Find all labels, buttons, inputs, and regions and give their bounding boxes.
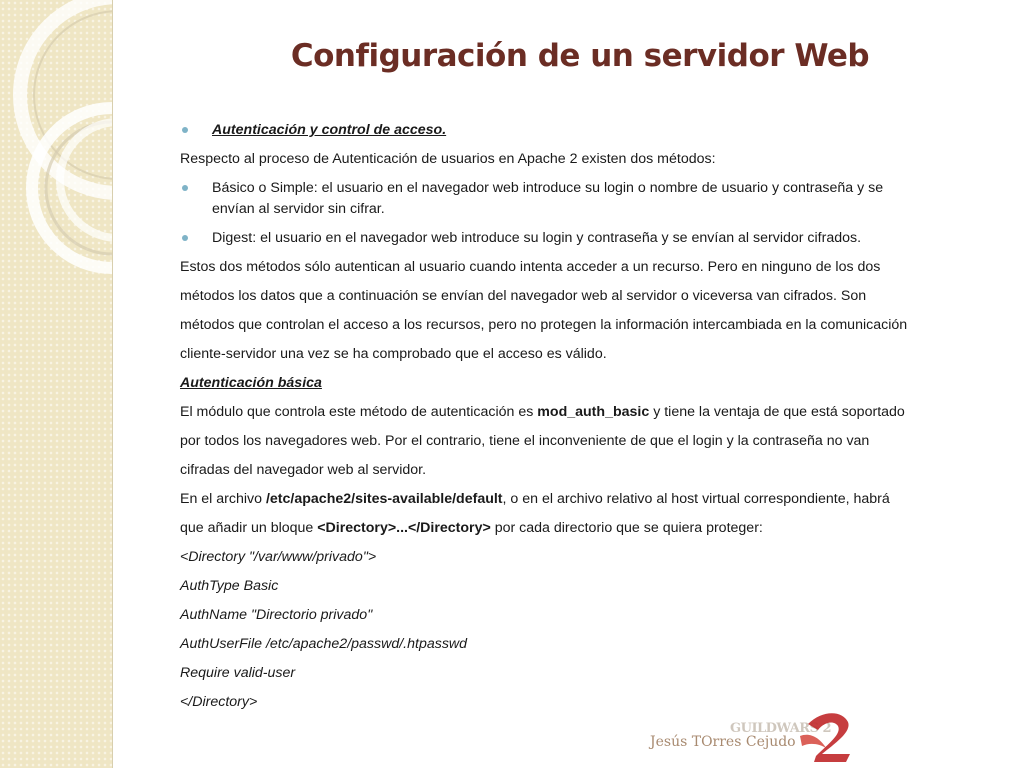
file-path: /etc/apache2/sites-available/default (265, 491, 503, 507)
page-title: Configuración de un servidor Web (290, 38, 870, 74)
text-segment: , o en el archivo relativo al host virtual correspondiente, habrá (502, 491, 890, 507)
code-line: AuthName "Directorio privado" (180, 607, 373, 623)
text-segment: por cada directorio que se quiera proteger: (490, 520, 763, 536)
text-segment: En el archivo (180, 491, 266, 507)
intro-text: Respecto al proceso de Autenticación de usuarios en Apache 2 existen dos métodos: (180, 151, 716, 167)
decorative-sidebar (0, 0, 113, 768)
footer-author: Jesús TOrres Cejudo (650, 734, 796, 750)
paragraph-line: cliente-servidor una vez se ha comprobado que el acceso es válido. (180, 346, 607, 362)
paragraph-line (180, 514, 995, 543)
list-item (180, 174, 995, 224)
paragraph-line: Estos dos métodos sólo autentican al usuario cuando intenta acceder a un recurso. Pero en ninguno de los dos (180, 259, 881, 275)
section-heading: Autenticación y control de acceso. (212, 122, 447, 138)
bullet-text: Digest: el usuario en el navegador web introduce su login y contraseña y se envían al servidor cifrados. (212, 230, 862, 246)
bullet-icon (182, 127, 188, 133)
code-line: AuthType Basic (180, 578, 279, 594)
code-line: <Directory "/var/www/privado"> (180, 549, 377, 565)
slide-content (180, 116, 995, 717)
directory-block: <Directory>...</Directory> (317, 520, 491, 536)
paragraph-line: cifradas del navegador web al servidor. (180, 462, 427, 478)
paragraph-line: métodos los datos que a continuación se envían del navegador web al servidor o viceversa van cifrados. Son (180, 288, 867, 304)
paragraph-line (180, 485, 995, 514)
module-name: mod_auth_basic (537, 404, 650, 420)
bullet-text-line: envían al servidor sin cifrar. (212, 201, 385, 217)
sidebar-rings-decoration (0, 0, 112, 768)
code-line: Require valid-user (180, 665, 296, 681)
paragraph-line: métodos que controlan el acceso a los recursos, pero no protegen la información intercambiada en la comunicación (180, 317, 908, 333)
bullet-text-line: Básico o Simple: el usuario en el navegador web introduce su login o nombre de usuario y contraseña y se (212, 180, 884, 196)
subheading: Autenticación básica (180, 375, 322, 391)
bullet-icon (182, 235, 188, 241)
text-segment: que añadir un bloque (180, 520, 318, 536)
text-segment: y tiene la ventaja de que está soportado (649, 404, 905, 420)
code-line: </Directory> (180, 694, 258, 710)
logo-wordmark: GUILDWARS 2 (730, 721, 832, 736)
code-line: AuthUserFile /etc/apache2/passwd/.htpasswd (180, 636, 468, 652)
text-segment: El módulo que controla este método de autenticación es (180, 404, 538, 420)
paragraph-line: por todos los navegadores web. Por el contrario, tiene el inconveniente de que el login y la contraseña no van (180, 433, 870, 449)
list-item (180, 116, 995, 145)
paragraph-line (180, 398, 995, 427)
list-item (180, 224, 995, 253)
bullet-icon (182, 185, 188, 191)
